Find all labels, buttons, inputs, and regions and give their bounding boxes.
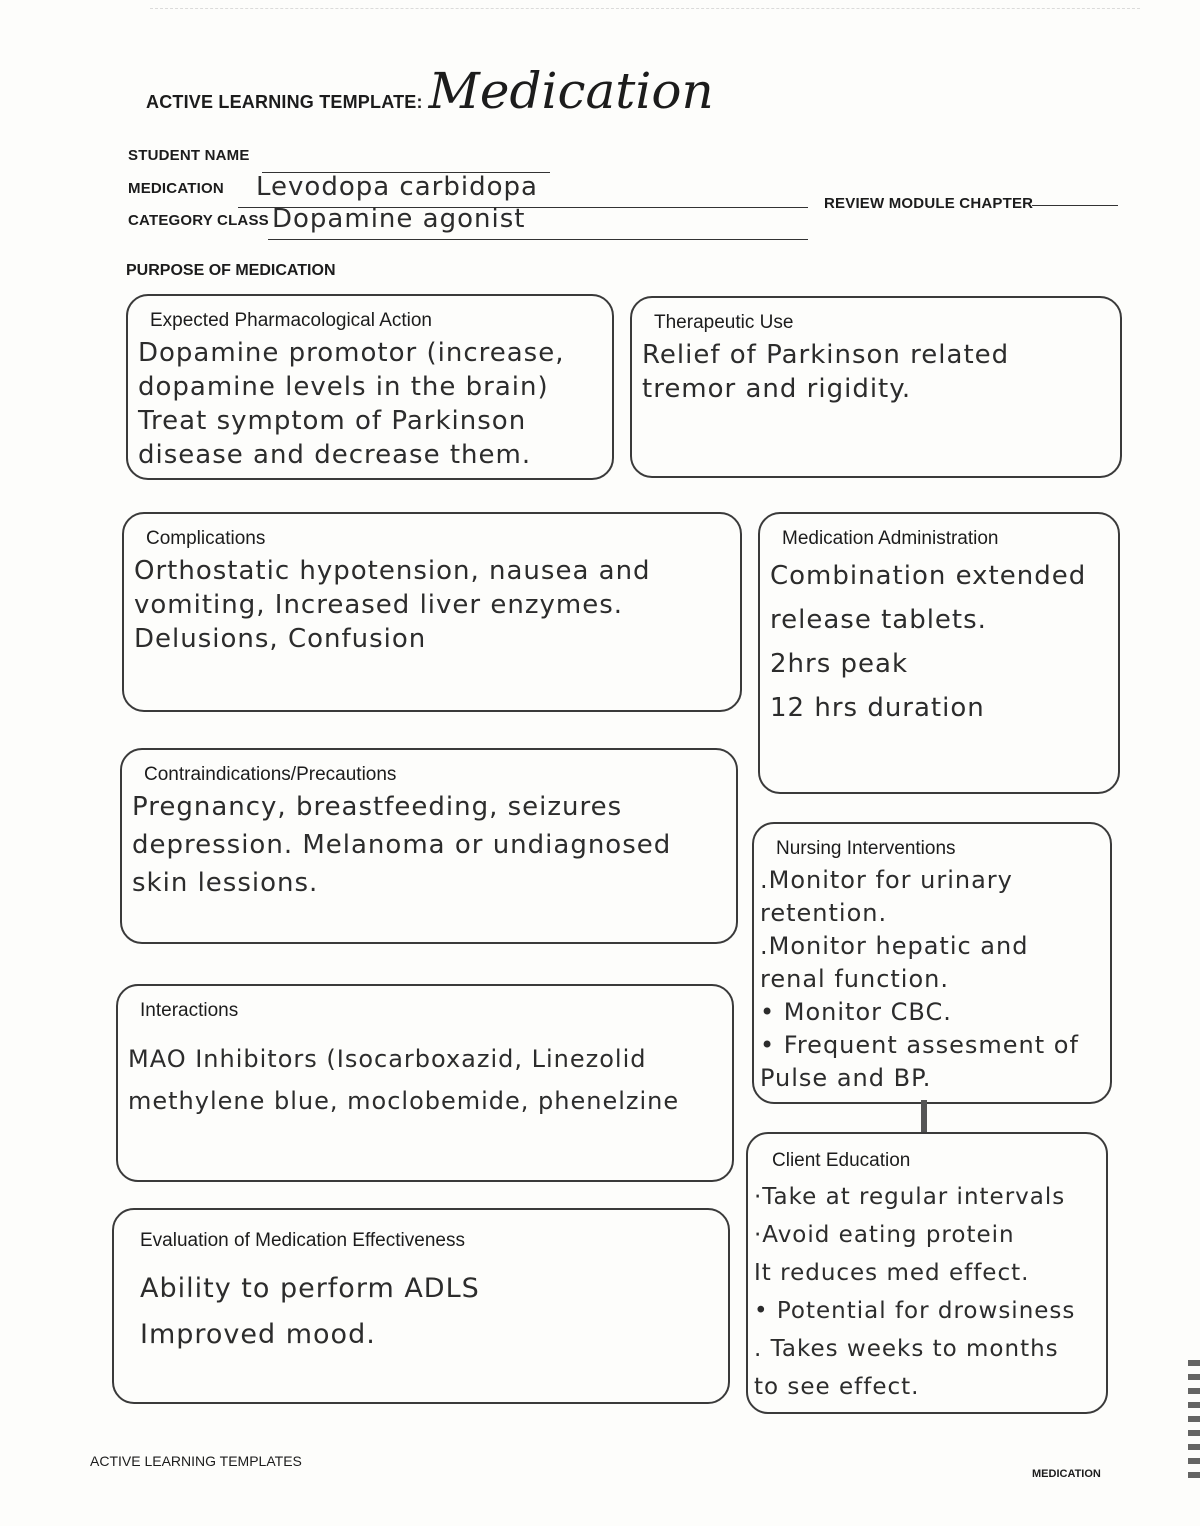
text-line: It reduces med effect. [754,1260,1030,1286]
text-line: vomiting, Increased liver enzymes. [134,590,623,620]
text-line: retention. [760,899,888,927]
therapeutic-use-title: Therapeutic Use [654,312,794,333]
client-education-title: Client Education [772,1150,911,1171]
therapeutic-use-box [630,296,1122,478]
interactions-title: Interactions [140,1000,239,1021]
text-line: tremor and rigidity. [642,374,912,404]
text-line: Pulse and BP. [760,1064,932,1092]
text-line: • Frequent assesment of [760,1031,1079,1059]
text-line: Delusions, Confusion [134,624,427,654]
title-prefix: ACTIVE LEARNING TEMPLATE: [146,92,423,112]
text-line: Ability to perform ADLS [140,1273,480,1304]
administration-text[interactable] [770,554,1112,730]
text-line: Pregnancy, breastfeeding, seizures [132,792,623,822]
text-line: • Monitor CBC. [760,998,952,1026]
evaluation-text[interactable] [140,1266,722,1358]
contraindications-title: Contraindications/Precautions [144,764,397,785]
text-line: .Monitor for urinary [760,866,1013,894]
box-connector [921,1100,927,1132]
text-line: .Monitor hepatic and [760,932,1029,960]
nursing-interventions-title: Nursing Interventions [776,838,956,859]
scan-artifact [150,8,1140,27]
text-line: skin lessions. [132,868,319,898]
text-line: Treat symptom of Parkinson [138,406,527,436]
text-line: release tablets. [770,605,987,635]
text-line: Dopamine promotor (increase, [138,338,565,368]
scan-edge-artifact [1188,1360,1200,1480]
text-line: MAO Inhibitors (Isocarboxazid, Linezolid [128,1045,647,1073]
nursing-interventions-text[interactable] [760,864,1104,1095]
evaluation-title: Evaluation of Medication Effectiveness [140,1230,465,1251]
interactions-box [116,984,734,1182]
review-chapter-label: REVIEW MODULE CHAPTER [824,195,1034,212]
interactions-text[interactable] [128,1038,726,1122]
text-line: • Potential for drowsiness [754,1298,1076,1324]
medication-label: MEDICATION [128,180,224,197]
text-line: depression. Melanoma or undiagnosed [132,830,672,860]
text-line: Improved mood. [140,1319,376,1350]
expected-action-title: Expected Pharmacological Action [150,310,432,331]
text-line: ·Take at regular intervals [754,1184,1066,1210]
client-education-box [746,1132,1108,1414]
category-value[interactable]: Dopamine agonist [272,204,526,234]
text-line: ·Avoid eating protein [754,1222,1015,1248]
administration-title: Medication Administration [782,528,999,549]
expected-action-text[interactable] [138,336,606,472]
administration-box [758,512,1120,794]
evaluation-box [112,1208,730,1404]
category-line [268,239,808,240]
text-line: disease and decrease them. [138,440,532,470]
text-line: dopamine levels in the brain) [138,372,549,402]
text-line: to see effect. [754,1374,920,1400]
text-line: 2hrs peak [770,649,909,679]
complications-title: Complications [146,528,266,549]
page-title [146,62,714,120]
text-line: Orthostatic hypotension, nausea and [134,556,651,586]
expected-action-box [126,294,614,480]
text-line: . Takes weeks to months [754,1336,1059,1362]
complications-text[interactable] [134,554,734,656]
nursing-interventions-box [752,822,1112,1104]
footer-left: ACTIVE LEARNING TEMPLATES [90,1453,302,1469]
text-line: Relief of Parkinson related [642,340,1010,370]
text-line: 12 hrs duration [770,693,985,723]
review-chapter-line [1032,205,1118,206]
category-label: CATEGORY CLASS [128,212,269,229]
contraindications-box [120,748,738,944]
footer-right: MEDICATION [1032,1468,1101,1480]
medication-value[interactable]: Levodopa carbidopa [256,172,538,202]
therapeutic-use-text[interactable] [642,338,1114,406]
student-name-label: STUDENT NAME [128,147,250,164]
text-line: methylene blue, moclobemide, phenelzine [128,1087,680,1115]
purpose-label: PURPOSE OF MEDICATION [126,262,336,279]
client-education-text[interactable] [754,1178,1100,1406]
text-line: Combination extended [770,561,1087,591]
text-line: renal function. [760,965,949,993]
contraindications-text[interactable] [132,788,730,902]
complications-box [122,512,742,712]
title-medication: Medication [428,62,714,120]
